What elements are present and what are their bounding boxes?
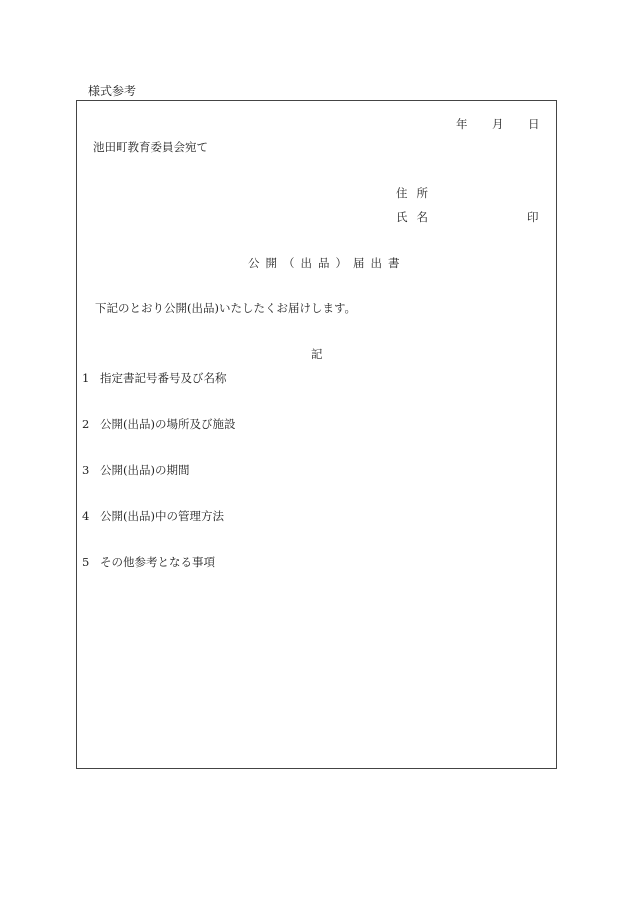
- item-5: [82, 557, 215, 569]
- document-title: 公開（出品）届出書: [248, 256, 406, 270]
- item-1: [82, 373, 227, 385]
- item-text: 公開(出品)の場所及び施設: [100, 417, 236, 431]
- item-number: 5: [82, 555, 90, 569]
- form-frame: [76, 100, 557, 769]
- item-number: 4: [82, 509, 90, 523]
- name-label: 氏名: [396, 210, 437, 224]
- ki-heading: 記: [311, 347, 323, 361]
- item-text: 公開(出品)の期間: [100, 463, 190, 477]
- item-text: その他参考となる事項: [100, 555, 215, 569]
- form-style-label: 様式参考: [88, 84, 137, 98]
- item-number: 3: [82, 463, 90, 477]
- address-label: 住所: [396, 186, 437, 200]
- item-text: 指定書記号番号及び名称: [100, 371, 227, 385]
- intro-text: 下記のとおり公開(出品)いたしたくお届けします。: [95, 301, 357, 315]
- item-3: [82, 465, 189, 477]
- date-month-label: 月: [492, 117, 504, 131]
- item-number: 2: [82, 417, 90, 431]
- item-2: [82, 419, 235, 431]
- item-4: [82, 511, 224, 523]
- date-day-label: 日: [528, 117, 540, 131]
- item-number: 1: [82, 371, 90, 385]
- date-line: [456, 119, 540, 131]
- date-year-label: 年: [456, 117, 468, 131]
- seal-mark: 印: [527, 210, 539, 224]
- addressee: 池田町教育委員会宛て: [93, 140, 208, 154]
- item-text: 公開(出品)中の管理方法: [100, 509, 224, 523]
